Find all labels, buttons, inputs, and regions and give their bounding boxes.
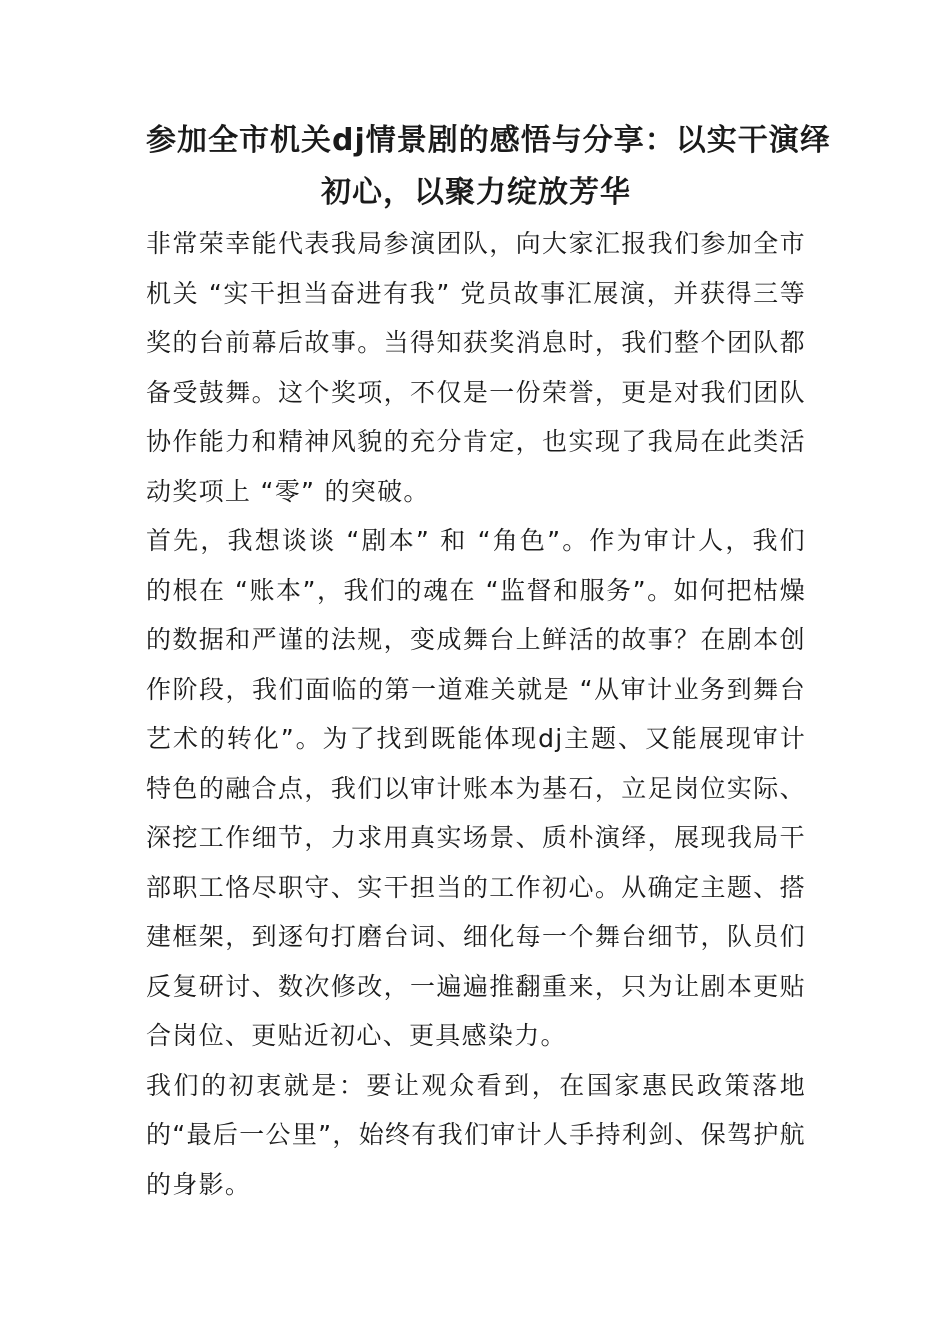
- title-line-1: 参加全市机关dj情景剧的感悟与分享：以实干演绎: [146, 123, 831, 158]
- paragraph-intro: 非常荣幸能代表我局参演团队，向大家汇报我们参加全市机关 “实干担当奋进有我” 党员故事汇展演，并获得三等奖的台前幕后故事。当得知获奖消息时，我们整个团队都备受鼓舞。这个奖项，不仅是一份荣誉，更是对我们团队协作能力和精神风貌的充分肯定，也实现了我局在此类活动奖项上 “零” 的突破。: [146, 229, 806, 506]
- document-body: [146, 219, 806, 1209]
- paragraph-script-and-role: 首先，我想谈谈 “剧本” 和 “角色”。作为审计人，我们的根在 “账本”，我们的魂在 “监督和服务”。如何把枯燥的数据和严谨的法规，变成舞台上鲜活的故事？在剧本创作阶段，我们面临的第一道难关就是 “从审计业务到舞台艺术的转化”。为了找到既能体现dj主题、又能展现审计特色的融合点，我们以审计账本为基石，立足岗位实际、深挖工作细节，力求用真实场景、质朴演绎，展现我局干部职工恪尽职守、实干担当的工作初心。从确定主题、搭建框架，到逐句打磨台词、细化每一个舞台细节，队员们反复研讨、数次修改，一遍遍推翻重来，只为让剧本更贴合岗位、更贴近初心、更具感染力。: [146, 526, 806, 1050]
- document-page: [146, 115, 831, 1209]
- title-line-2: 初心，以聚力绽放芳华: [321, 175, 631, 210]
- paragraph-original-intent: 我们的初衷就是：要让观众看到，在国家惠民政策落地的“最后一公里”，始终有我们审计人手持利剑、保驾护航的身影。: [146, 1070, 806, 1199]
- document-title: [146, 115, 831, 219]
